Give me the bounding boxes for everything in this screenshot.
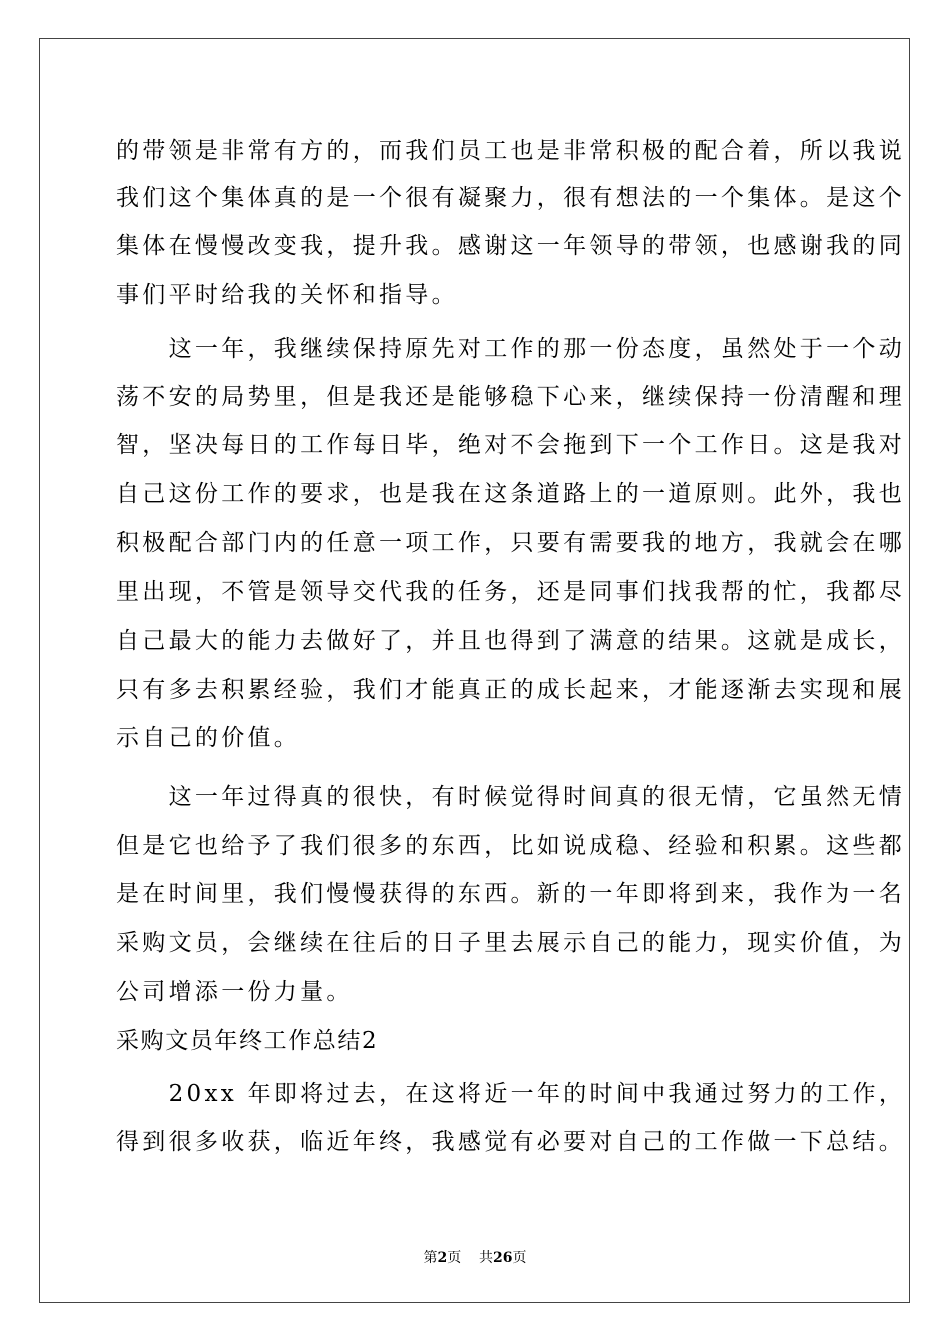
text-line: 这一年，我继续保持原先对工作的那一份态度，虽然处于一个动: [116, 336, 905, 362]
page-suffix: 页: [447, 1250, 462, 1266]
text-line: 采购文员，会继续在往后的日子里去展示自己的能力，现实价值，为: [116, 930, 905, 956]
page-prefix: 第: [423, 1250, 438, 1266]
section-title: 采购文员年终工作总结2: [116, 1028, 379, 1054]
page-border: [39, 38, 910, 1303]
page-footer: [0, 1250, 950, 1266]
text-line: 示自己的价值。: [116, 725, 301, 751]
total-prefix: 共: [479, 1250, 494, 1266]
text-line: 自己最大的能力去做好了，并且也得到了满意的结果。这就是成长，: [116, 628, 905, 654]
text-line: 我们这个集体真的是一个很有凝聚力，很有想法的一个集体。是这个: [116, 185, 905, 211]
text-line: 这一年过得真的很快，有时候觉得时间真的很无情，它虽然无情: [116, 784, 905, 810]
text-line: 的带领是非常有方的，而我们员工也是非常积极的配合着，所以我说: [116, 138, 905, 164]
text-line: 只有多去积累经验，我们才能真正的成长起来，才能逐渐去实现和展: [116, 677, 905, 703]
text-line: 智，坚决每日的工作每日毕，绝对不会拖到下一个工作日。这是我对: [116, 432, 905, 458]
text-line: 事们平时给我的关怀和指导。: [116, 282, 458, 308]
text-line: 公司增添一份力量。: [116, 979, 353, 1005]
total-suffix: 页: [512, 1250, 527, 1266]
text-line: 荡不安的局势里，但是我还是能够稳下心来，继续保持一份清醒和理: [116, 384, 905, 410]
text-line: 积极配合部门内的任意一项工作，只要有需要我的地方，我就会在哪: [116, 530, 905, 556]
text-line: 里出现，不管是领导交代我的任务，还是同事们找我帮的忙，我都尽: [116, 579, 905, 605]
text-line: 20xx 年即将过去，在这将近一年的时间中我通过努力的工作，: [116, 1081, 906, 1107]
page-number: 2: [437, 1250, 448, 1266]
text-line: 但是它也给予了我们很多的东西，比如说成稳、经验和积累。这些都: [116, 833, 905, 859]
text-line: 自己这份工作的要求，也是我在这条道路上的一道原则。此外，我也: [116, 481, 905, 507]
text-line: 集体在慢慢改变我，提升我。感谢这一年领导的带领，也感谢我的同: [116, 233, 905, 259]
total-pages: 26: [493, 1250, 513, 1266]
text-line: 得到很多收获，临近年终，我感觉有必要对自己的工作做一下总结。: [116, 1129, 905, 1155]
text-line: 是在时间里，我们慢慢获得的东西。新的一年即将到来，我作为一名: [116, 881, 905, 907]
